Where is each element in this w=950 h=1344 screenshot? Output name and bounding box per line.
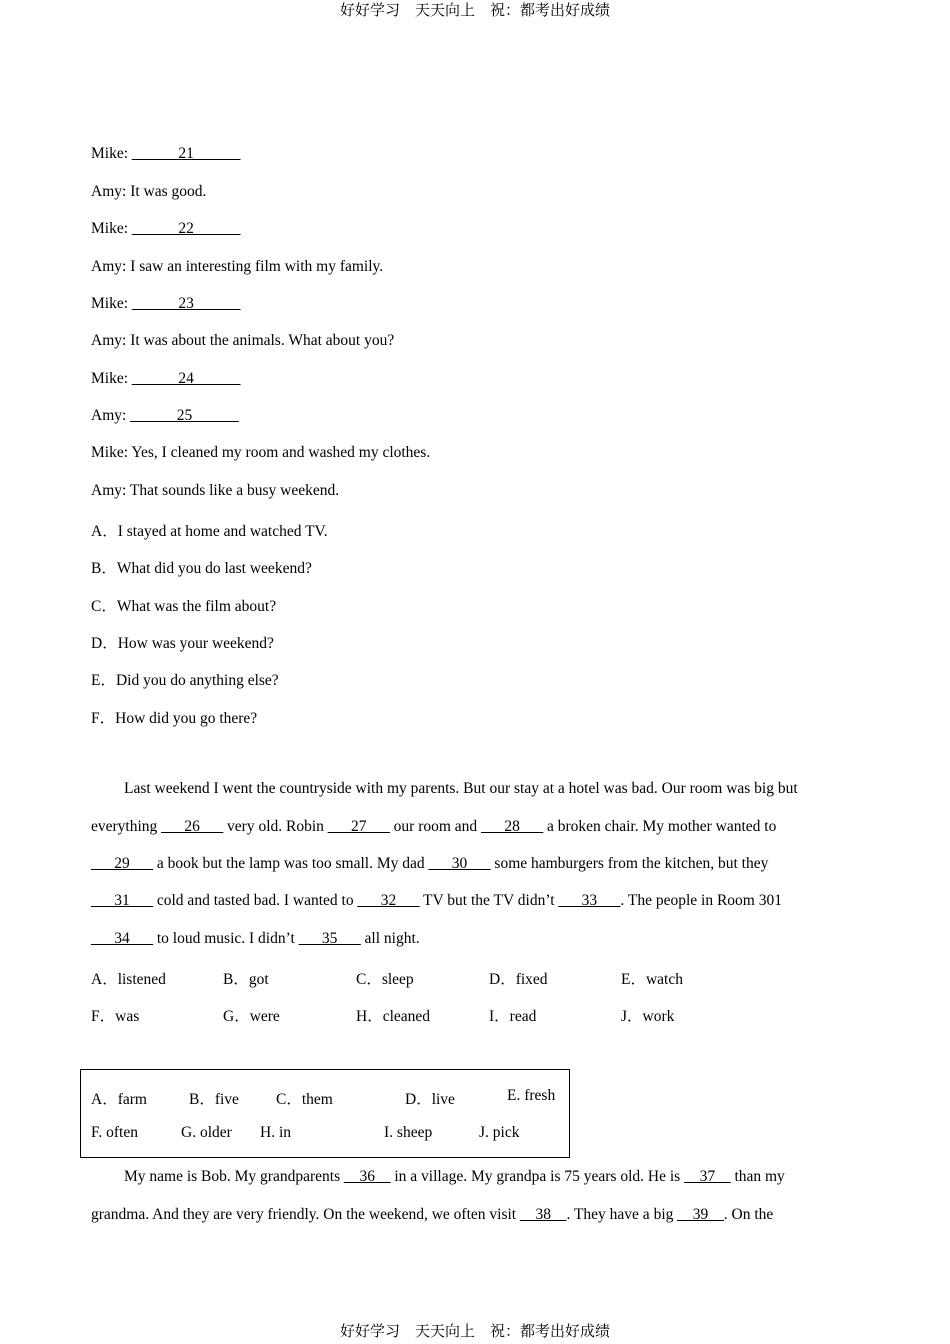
text: in a village. My grandpa is 75 years old. He is — [390, 1168, 685, 1185]
text: . On the — [723, 1206, 774, 1223]
text: all night. — [360, 930, 420, 947]
dialogue-option-a: A．I stayed at home and watched TV. — [91, 523, 328, 540]
text: a book but the lamp was too small. My dad — [153, 855, 429, 872]
dialogue-line — [91, 220, 240, 238]
word-d-live: D．live — [405, 1091, 455, 1108]
blank-29: ___29___ — [91, 855, 153, 872]
dialogue-line — [91, 183, 206, 201]
blank-32: ___32___ — [357, 892, 420, 909]
dialogue-line — [91, 332, 394, 350]
blank-23: ______23______ — [131, 295, 241, 312]
dialogue-line — [91, 482, 339, 500]
passage1-line4 — [91, 892, 782, 910]
dialogue-option-e: E．Did you do anything else? — [91, 672, 279, 689]
speaker: Mike: — [91, 220, 132, 237]
speaker: Mike: — [91, 295, 132, 312]
page-header: 好好学习 天天向上 祝：都考出好成绩 — [339, 1, 610, 19]
text: our room and — [389, 818, 482, 835]
blank-37: __37__ — [684, 1168, 731, 1185]
text: some hamburgers from the kitchen, but they — [490, 855, 769, 872]
dialogue-line — [91, 295, 240, 313]
blank-35: ___35___ — [298, 930, 361, 947]
word-a-farm: A．farm — [91, 1091, 147, 1108]
dialogue-line — [91, 258, 383, 276]
passage2-line2 — [91, 1206, 773, 1224]
blank-28: ___28___ — [481, 818, 544, 835]
word-i-sheep: I. sheep — [384, 1124, 433, 1141]
text: . The people in Room 301 — [620, 892, 782, 909]
blank-24: ______24______ — [131, 370, 241, 387]
blank-39: __39__ — [677, 1206, 724, 1223]
blank-25: ______25______ — [130, 407, 239, 424]
option-i-read: I．read — [489, 1008, 537, 1025]
word-e-fresh: E. fresh — [507, 1087, 556, 1104]
speaker: Mike: — [91, 444, 132, 461]
blank-34: ___34___ — [91, 930, 153, 947]
speaker: Amy: — [91, 482, 130, 499]
passage1-line3 — [91, 855, 768, 873]
dialogue-text: Yes, I cleaned my room and washed my clothes. — [131, 444, 431, 461]
dialogue-line — [91, 145, 240, 163]
passage1-line2 — [91, 818, 776, 836]
passage1-line5 — [91, 930, 420, 948]
option-c-sleep: C．sleep — [356, 971, 414, 988]
word-box — [80, 1069, 570, 1158]
speaker: Amy: — [91, 332, 131, 349]
option-j-work: J．work — [621, 1008, 675, 1025]
text: to loud music. I didn’t — [153, 930, 299, 947]
dialogue-option-b: B．What did you do last weekend? — [91, 560, 312, 577]
word-h-in: H. in — [260, 1124, 291, 1141]
option-b-got: B．got — [223, 971, 269, 988]
dialogue-option-c: C．What was the film about? — [91, 598, 277, 615]
blank-31: ___31___ — [91, 892, 153, 909]
text: very old. Robin — [223, 818, 328, 835]
word-j-pick: J. pick — [479, 1124, 520, 1141]
speaker: Mike: — [91, 370, 132, 387]
dialogue-text: That sounds like a busy weekend. — [129, 482, 340, 499]
option-h-cleaned: H．cleaned — [356, 1008, 431, 1025]
passage2-line1 — [124, 1168, 785, 1186]
speaker: Mike: — [91, 145, 132, 162]
word-c-them: C．them — [276, 1091, 333, 1108]
page-footer: 好好学习 天天向上 祝：都考出好成绩 — [339, 1322, 610, 1340]
blank-30: ___30___ — [428, 855, 491, 872]
blank-38: __38__ — [519, 1206, 567, 1223]
blank-36: __36__ — [343, 1168, 391, 1185]
option-a-listened: A．listened — [91, 971, 166, 988]
text: than my — [730, 1168, 785, 1185]
text: everything — [91, 818, 162, 835]
speaker: Amy: — [91, 183, 131, 200]
text: cold and tasted bad. I wanted to — [153, 892, 358, 909]
blank-27: ___27___ — [327, 818, 390, 835]
text: a broken chair. My mother wanted to — [543, 818, 777, 835]
text: My name is Bob. My grandparents — [124, 1168, 344, 1185]
word-b-five: B．five — [189, 1091, 239, 1108]
dialogue-line — [91, 407, 239, 425]
option-f-was: F．was — [91, 1008, 140, 1025]
dialogue-line — [91, 370, 240, 388]
word-f-often: F. often — [91, 1124, 138, 1141]
speaker: Amy: — [91, 258, 131, 275]
speaker: Amy: — [91, 407, 131, 424]
text: grandma. And they are very friendly. On the weekend, we often visit — [91, 1206, 520, 1223]
dialogue-text: It was about the animals. What about you? — [130, 332, 395, 349]
option-d-fixed: D．fixed — [489, 971, 548, 988]
dialogue-option-d: D．How was your weekend? — [91, 635, 274, 652]
blank-33: ___33___ — [558, 892, 621, 909]
text: . They have a big — [566, 1206, 678, 1223]
dialogue-text: It was good. — [130, 183, 207, 200]
option-g-were: G．were — [223, 1008, 280, 1025]
option-e-watch: E．watch — [621, 971, 683, 988]
blank-26: ___26___ — [161, 818, 224, 835]
dialogue-option-f: F．How did you go there? — [91, 710, 258, 727]
blank-22: ______22______ — [131, 220, 241, 237]
dialogue-text: I saw an interesting film with my family. — [130, 258, 384, 275]
word-g-older: G. older — [181, 1124, 232, 1141]
dialogue-line — [91, 444, 430, 462]
passage1-line1: Last weekend I went the countryside with my parents. But our stay at a hotel was bad. Our room was big but — [124, 780, 798, 797]
text: TV but the TV didn’t — [419, 892, 559, 909]
blank-21: ______21______ — [131, 145, 241, 162]
